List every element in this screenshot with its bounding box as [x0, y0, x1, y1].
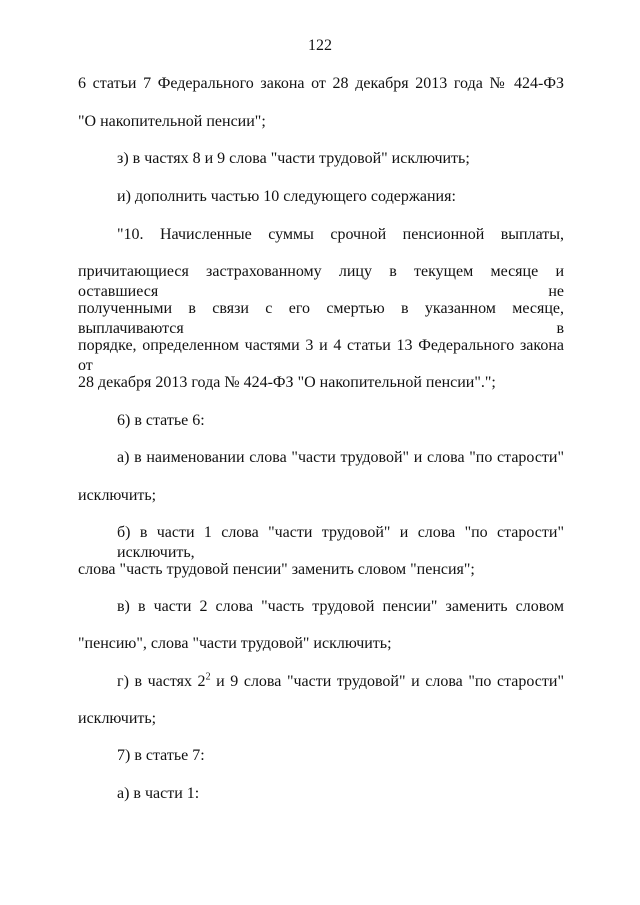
text-line: "пенсию", слова "части трудовой" исключить;: [78, 635, 392, 652]
page-number: 122: [308, 37, 332, 54]
text-line: причитающиеся застрахованному лицу в текущем месяце и оставшиеся не: [78, 263, 564, 300]
text-line: слова "часть трудовой пенсии" заменить словом "пенсия";: [78, 561, 475, 578]
text-line: исключить;: [78, 487, 157, 504]
text-line: полученными в связи с его смертью в указанном месяце, выплачиваются в: [78, 300, 564, 337]
text-line: "10. Начисленные суммы срочной пенсионной выплаты,: [117, 226, 564, 243]
text-line: порядке, определенном частями 3 и 4 статьи 13 Федерального закона от: [78, 337, 564, 374]
text-fragment: и 9 слова "части трудовой" и слова "по старости": [210, 673, 564, 690]
text-line: з) в частях 8 и 9 слова "части трудовой" исключить;: [117, 150, 470, 167]
text-line: "О накопительной пенсии";: [78, 113, 266, 130]
text-line: и) дополнить частью 10 следующего содержания:: [117, 188, 456, 205]
text-line: 28 декабря 2013 года № 424-ФЗ "О накопительной пенсии".";: [78, 374, 496, 391]
text-line: а) в части 1:: [117, 785, 200, 802]
text-fragment: г) в частях 2: [117, 673, 206, 690]
text-line: 6) в статье 6:: [117, 412, 205, 429]
text-line: а) в наименовании слова "части трудовой" и слова "по старости": [117, 449, 564, 466]
superscript: 2: [205, 671, 211, 683]
text-line: исключить;: [78, 710, 157, 727]
text-line: в) в части 2 слова "часть трудовой пенсии" заменить словом: [117, 598, 564, 615]
text-line: 7) в статье 7:: [117, 747, 205, 764]
text-line: 6 статьи 7 Федерального закона от 28 декабря 2013 года № 424-ФЗ: [78, 75, 564, 92]
text-line: [117, 672, 564, 692]
text-line: б) в части 1 слова "части трудовой" и слова "по старости" исключить,: [117, 524, 564, 561]
